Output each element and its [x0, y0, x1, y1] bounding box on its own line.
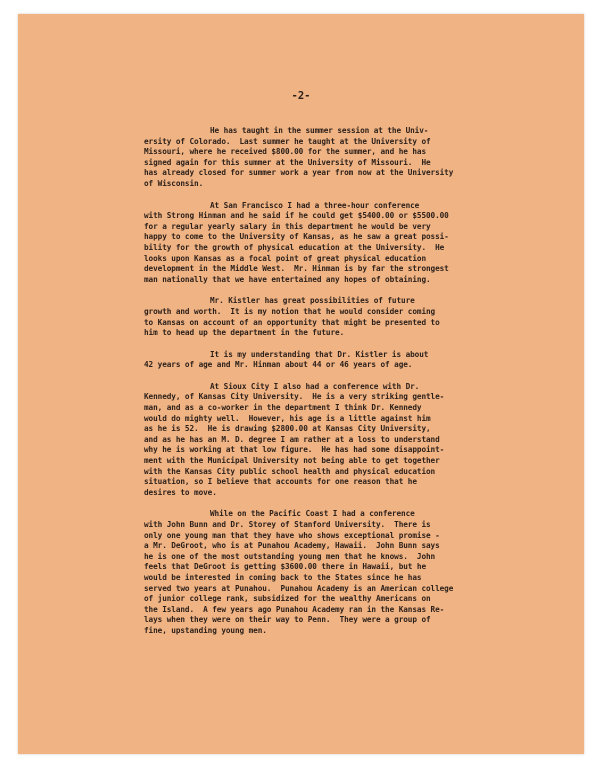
text-line: has already closed for summer work a year from now at the University: [144, 168, 454, 178]
paragraph: [144, 126, 522, 190]
text-line: He has taught in the summer session at the Univ-: [210, 126, 429, 135]
text-line: feels that DeGroot is getting $3600.00 there in Hawaii, but he: [144, 562, 426, 572]
text-line: desires to move.: [144, 487, 217, 497]
text-line: lays when they were on their way to Penn. They were a group of: [144, 615, 431, 625]
document-page: [18, 14, 584, 754]
text-line: At San Francisco I had a three-hour conference: [210, 200, 420, 210]
paragraph: [144, 509, 522, 636]
text-line: served two years at Punahou. Punahou Academy is an American college: [144, 583, 454, 593]
text-line: bility for the growth of physical education at the University. He: [144, 242, 445, 252]
text-line: only one young man that they have who shows exceptional promise -: [144, 530, 440, 540]
paragraph: [144, 350, 522, 371]
text-line: looks upon Kansas as a focal point of great physical education: [144, 253, 426, 263]
text-line: signed again for this summer at the University of Missouri. He: [144, 157, 431, 167]
paragraph: [144, 201, 522, 286]
text-line: with the Kansas City public school health and physical education: [144, 466, 436, 476]
text-line: of Wisconsin.: [144, 178, 204, 188]
text-line: Missouri, where he received $800.00 for the summer, and he has: [144, 147, 426, 157]
letter-body: [144, 126, 522, 648]
text-line: Kennedy, of Kansas City University. He is a very striking gentle-: [144, 392, 445, 402]
text-line: While on the Pacific Coast I had a conference: [210, 509, 415, 519]
text-line: would be interested in coming back to the States since he has: [144, 572, 422, 582]
paragraph: [144, 296, 522, 338]
text-line: man nationally that we have entertained any hopes of obtaining.: [144, 274, 431, 284]
text-line: as he is 52. He is drawing $2800.00 at Kansas City University,: [144, 424, 431, 434]
text-line: for a regular yearly salary in this department he would be very: [144, 221, 431, 231]
paragraph: [144, 382, 522, 499]
text-line: development in the Middle West. Mr. Hinman is by far the strongest: [144, 264, 449, 274]
text-line: ment with the Municipal University not being able to get together: [144, 456, 440, 466]
text-line: to Kansas on account of an opportunity that might be presented to: [144, 317, 440, 327]
text-line: happy to come to the University of Kansas, as he saw a great possi-: [144, 232, 449, 242]
text-line: ersity of Colorado. Last summer he taught at the University of: [144, 136, 431, 146]
text-line: At Sioux City I also had a conference with Dr.: [210, 381, 420, 391]
text-line: with John Bunn and Dr. Storey of Stanford University. There is: [144, 520, 431, 529]
text-line: the Island. A few years ago Punahou Academy ran in the Kansas Re-: [144, 604, 445, 614]
text-line: man, and as a co-worker in the department I think Dr. Kennedy: [144, 403, 422, 413]
text-line: him to head up the department in the future.: [144, 328, 345, 338]
text-line: situation, so I believe that accounts for one reason that he: [144, 477, 417, 487]
page-number: -2-: [291, 90, 311, 102]
text-line: Mr. Kistler has great possibilities of future: [210, 296, 415, 306]
text-line: and as he has an M. D. degree I am rather at a loss to understand: [144, 434, 440, 444]
text-line: a Mr. DeGroot, who is at Punahou Academy, Hawaii. John Bunn says: [144, 541, 440, 551]
text-line: It is my understanding that Dr. Kistler is about: [210, 349, 429, 359]
text-line: fine, upstanding young men.: [144, 625, 267, 635]
text-line: would do mighty well. However, his age is a little against him: [144, 413, 431, 423]
text-line: 42 years of age and Mr. Hinman about 44 or 46 years of age.: [144, 360, 413, 370]
text-line: with Strong Hinman and he said if he could get $5400.00 or $5500.00: [144, 211, 449, 221]
text-line: of junior college rank, subsidized for the wealthy Americans on: [144, 594, 431, 604]
text-line: he is one of the most outstanding young men that he knows. John: [144, 551, 436, 561]
text-line: growth and worth. It is my notion that he would consider coming: [144, 306, 436, 316]
text-line: why he is working at that low figure. He has had some disappoint-: [144, 445, 445, 455]
